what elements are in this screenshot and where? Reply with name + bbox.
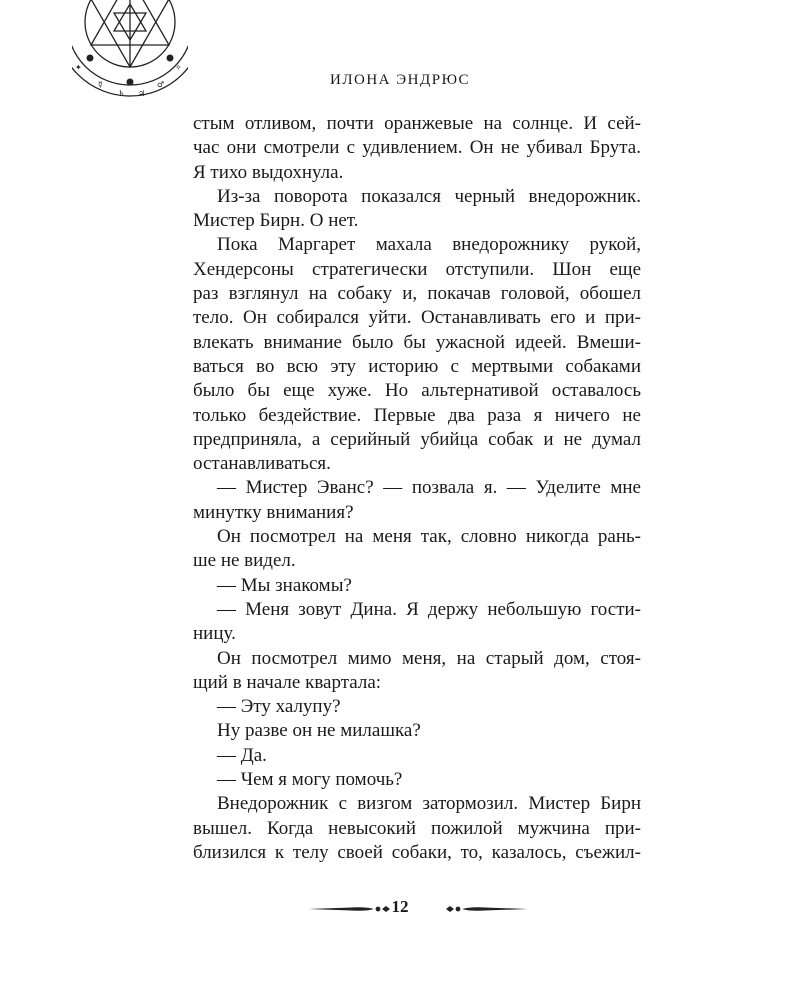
text-line: — Мы знакомы? [217,574,352,596]
page-footer [0,895,800,925]
text-line: — Чем я могу помочь? [217,769,403,791]
text-line: минутку внимания? [193,501,354,523]
page-number: 12 [391,897,409,916]
text-line: влекать внимание было бы ужасной идеей. Вмеши- [193,331,641,353]
svg-text:♄: ♄ [118,89,126,98]
text-line: — Да. [217,744,267,766]
text-line: — Меня зовут Дина. Я держу небольшую гости- [217,598,641,620]
body-text [193,112,641,865]
text-line: — Мистер Эванс? — позвала я. — Уделите мне [217,477,641,499]
text-line: Он посмотрел мимо меня, на старый дом, стоя- [217,647,641,669]
text-line: предприняла, а серийный убийца собак и не думал [193,428,641,450]
text-line: тело. Он собирался уйти. Останавливать его и при- [193,307,641,329]
svg-text:✧: ✧ [175,63,182,72]
text-line: час они смотрели с удивлением. Он не убивал Брута. [193,137,641,159]
text-line: близился к телу своей собаки, то, казалось, съежил- [193,841,641,863]
text-line: Пока Маргарет махала внедорожнику рукой, [217,234,641,256]
text-line: Ну разве он не милашка? [217,720,421,742]
svg-text:✦: ✦ [75,63,82,72]
svg-text:♃: ♃ [138,89,146,98]
text-line: только бездействие. Первые два раза я ничего не [193,404,641,426]
running-header-author: ИЛОНА ЭНДРЮС [330,72,470,88]
text-line: останавливаться. [193,453,331,475]
text-line: вышел. Когда невысокий пожилой мужчина при- [193,817,641,839]
text-line: Внедорожник с визгом затормозил. Мистер Бирн [217,793,641,815]
text-line: — Эту халупу? [217,696,341,718]
svg-text:☿: ☿ [98,80,103,89]
text-line: было бы еще хуже. Но альтернативой оставалось [193,380,641,402]
svg-text:♂: ♂ [157,80,165,89]
text-line: щий в начале квартала: [193,671,382,693]
text-line: Мистер Бирн. О нет. [193,210,359,232]
text-line: ницу. [193,623,236,645]
text-line: Я тихо выдохнула. [193,161,344,183]
text-line: Из-за поворота показался черный внедорожник. [217,185,641,207]
text-line: ше не видел. [193,550,296,572]
text-line: Хендерсоны стратегически отступили. Шон еще [193,258,641,280]
right-ornament-icon [446,902,528,916]
text-line: стым отливом, почти оранжевые на солнце. И сей- [193,113,641,134]
text-line: Он посмотрел на меня так, словно никогда рань- [217,526,641,548]
text-line: раз взглянул на собаку и, покачав головой, обошел [193,283,641,305]
text-line: ваться во всю эту историю с мертвыми собаками [193,355,641,377]
